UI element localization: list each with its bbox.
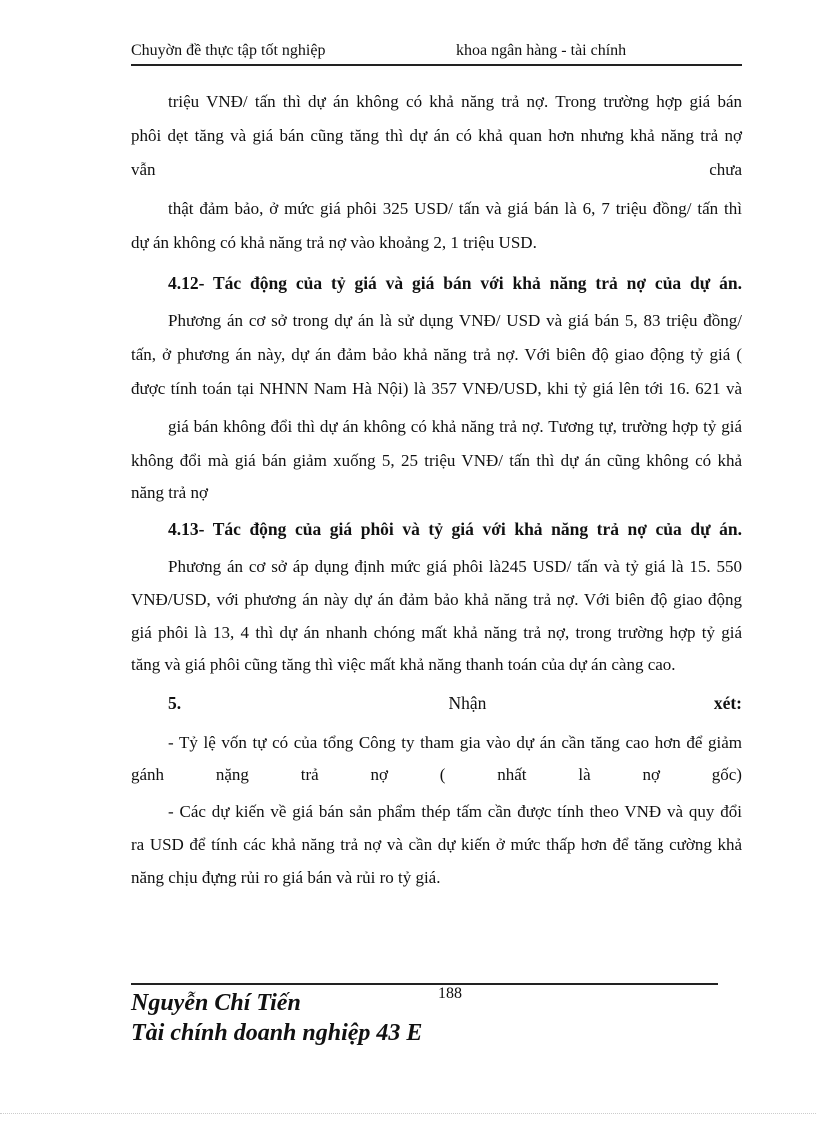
- section-5-title-start: Nhận: [448, 693, 487, 713]
- para5-line1: Phương án cơ sở áp dụng định mức giá phôi là245 USD/ tấn và tỷ giá là 15. 550: [168, 557, 742, 576]
- header-right: khoa ngân hàng - tài chính: [456, 42, 627, 59]
- para4-line2: không đổi mà giá bán giảm xuống 5, 25 triệu VNĐ/ tấn thì dự án cũng không có khả: [131, 451, 742, 470]
- para1-line1: triệu VNĐ/ tấn thì dự án không có khả năng trả nợ. Trong trường hợp giá bán: [168, 92, 742, 111]
- bullet2-line2: ra USD để tính các khả năng trả nợ và cần dự kiến ở mức thấp hơn để tăng cường khả: [131, 835, 742, 854]
- para1-line3-start: vẫn: [131, 160, 156, 179]
- bullet1-word: trả: [300, 765, 319, 784]
- para3-line2: tấn, ở phương án này, dự án đảm bảo khả năng trả nợ. Với biên độ giao động tỷ giá (: [131, 345, 742, 364]
- para1-line3: [131, 153, 742, 187]
- bullet1-word: nặng: [215, 765, 249, 784]
- para1-line2: phôi dẹt tăng và giá bán cũng tăng thì dự án có khả quan hơn nhưng khả năng trả nợ: [131, 126, 742, 145]
- bullet1-word: gốc): [711, 765, 742, 784]
- para1-line3-end: chưa: [709, 160, 742, 179]
- bullet1-word: là: [578, 765, 591, 784]
- page-edge-divider: [0, 1113, 816, 1114]
- para2-line2: dự án không có khả năng trả nợ vào khoảng 2, 1 triệu USD.: [131, 233, 537, 252]
- header-left: Chuyờn đề thực tập tốt nghiệp: [131, 42, 326, 59]
- section-5-title-end: xét:: [713, 693, 742, 713]
- author-name: Nguyễn Chí Tiến: [131, 990, 301, 1016]
- bullet1-line2: [131, 758, 742, 792]
- bullet1-word: nợ: [370, 765, 388, 784]
- para2-line1: thật đảm bảo, ở mức giá phôi 325 USD/ tấn và giá bán là 6, 7 triệu đồng/ tấn thì: [168, 199, 742, 218]
- page-number: 188: [438, 985, 462, 1002]
- para4-line3: năng trả nợ: [131, 483, 208, 502]
- bullet1-word: nợ: [642, 765, 660, 784]
- para4-line1: giá bán không đổi thì dự án không có khả năng trả nợ. Tương tự, trường hợp tỷ giá: [168, 417, 742, 436]
- bullet2-line3: năng chịu đựng rủi ro giá bán và rủi ro tỷ giá.: [131, 868, 441, 887]
- para5-line2: VNĐ/USD, với phương án này dự án đảm bảo khả năng trả nợ. Với biên độ giao động: [131, 590, 742, 609]
- bullet1-word: (: [439, 765, 446, 784]
- section-5-number: 5.: [168, 693, 182, 713]
- footer-rule: [131, 983, 718, 985]
- para5-line4: tăng và giá phôi cũng tăng thì việc mất khả năng thanh toán của dự án càng cao.: [131, 655, 676, 674]
- para5-line3: giá phôi là 13, 4 thì dự án nhanh chóng mất khả năng trả nợ, trong trường hợp tỷ giá: [131, 623, 742, 642]
- bullet1-word: nhất: [497, 765, 527, 784]
- section-heading-4-12: 4.12- Tác động của tỷ giá và giá bán với khả năng trả nợ của dự án.: [168, 273, 742, 293]
- bullet2-line1: - Các dự kiến về giá bán sản phẩm thép tấm cần được tính theo VNĐ và quy đổi: [168, 802, 742, 821]
- section-heading-5: [131, 686, 742, 720]
- author-class: Tài chính doanh nghiệp 43 E: [131, 1020, 423, 1046]
- bullet1-line1: - Tỷ lệ vốn tự có của tổng Công ty tham gia vào dự án cần tăng cao hơn để giảm: [168, 733, 742, 752]
- para3-line3: được tính toán tại NHNN Nam Hà Nội) là 357 VNĐ/USD, khi tỷ giá lên tới 16. 621 và: [131, 379, 742, 398]
- bullet1-word: gánh: [131, 765, 165, 784]
- section-heading-4-13: 4.13- Tác động của giá phôi và tỷ giá với khả năng trả nợ của dự án.: [168, 519, 742, 539]
- header-rule: [131, 64, 742, 66]
- para3-line1: Phương án cơ sở trong dự án là sử dụng VNĐ/ USD và giá bán 5, 83 triệu đồng/: [168, 311, 742, 330]
